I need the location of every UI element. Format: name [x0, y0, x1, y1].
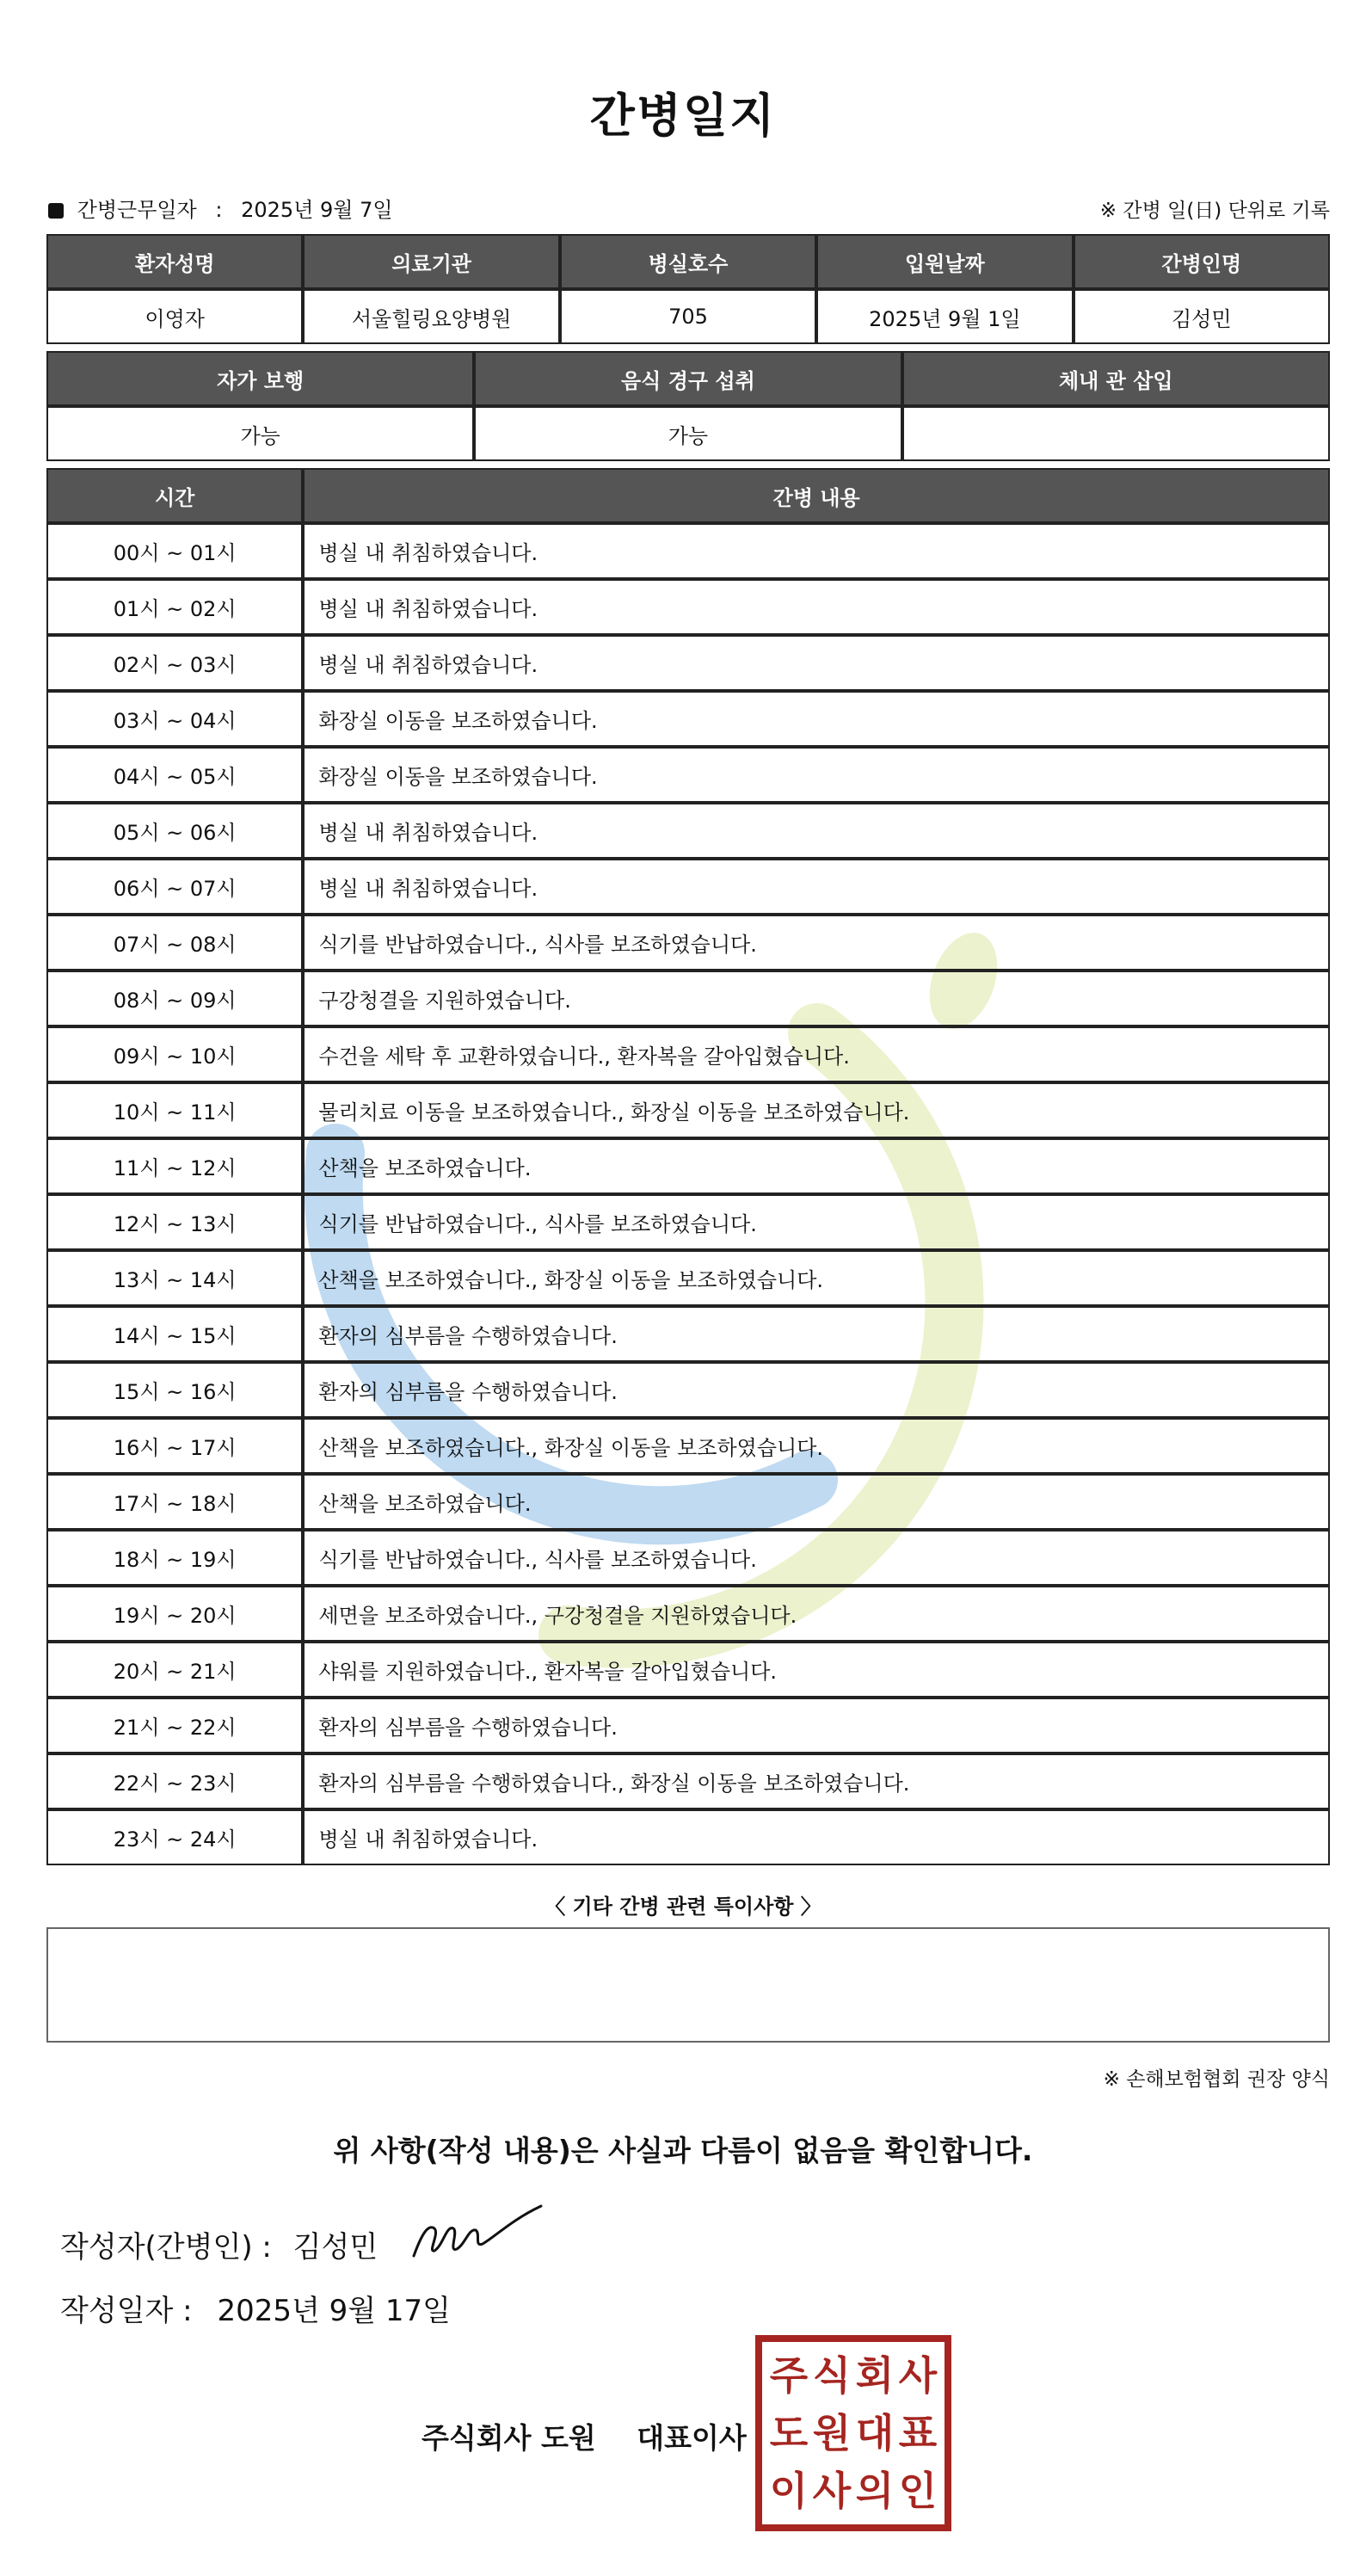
patient-info-table	[46, 234, 1330, 344]
patient-info-value-row	[46, 289, 1330, 344]
seal-char: 사	[812, 2467, 852, 2514]
care-log-row	[46, 971, 1330, 1026]
care-log-row	[46, 691, 1330, 747]
patient-status-table	[46, 351, 1330, 461]
log-content: 병실 내 취침하였습니다.	[303, 523, 1330, 579]
patient-name: 이영자	[46, 289, 303, 344]
log-time: 09시 ~ 10시	[46, 1026, 303, 1082]
care-log-row	[46, 1194, 1330, 1250]
seal-char: 식	[812, 2352, 852, 2400]
author-name: 김성민	[292, 2230, 378, 2265]
log-time: 10시 ~ 11시	[46, 1082, 303, 1138]
care-log-row	[46, 747, 1330, 803]
seal-char: 의	[855, 2467, 895, 2514]
care-log-row	[46, 1586, 1330, 1642]
care-log-row	[46, 803, 1330, 859]
unit-note: ※ 간병 일(日) 단위로 기록	[1099, 200, 1330, 222]
log-time: 07시 ~ 08시	[46, 915, 303, 971]
author-label: 작성자(간병인) :	[60, 2230, 272, 2265]
work-date-line	[48, 193, 393, 223]
care-log-row	[46, 1753, 1330, 1809]
seal-char: 회	[855, 2352, 895, 2400]
remarks-box	[46, 1927, 1330, 2043]
log-time: 14시 ~ 15시	[46, 1306, 303, 1362]
care-log-row	[46, 1138, 1330, 1194]
bullet-square-icon	[48, 203, 64, 219]
care-log-row	[46, 859, 1330, 915]
log-time: 20시 ~ 21시	[46, 1642, 303, 1698]
log-time: 22시 ~ 23시	[46, 1753, 303, 1809]
written-date-value: 2025년 9월 17일	[217, 2294, 452, 2328]
header-room-number: 병실호수	[560, 234, 816, 289]
log-time: 11시 ~ 12시	[46, 1138, 303, 1194]
log-time: 21시 ~ 22시	[46, 1698, 303, 1753]
care-log-row	[46, 1026, 1330, 1082]
work-date-label: 간병근무일자	[77, 198, 197, 222]
log-content: 화장실 이동을 보조하였습니다.	[303, 691, 1330, 747]
log-time: 04시 ~ 05시	[46, 747, 303, 803]
log-time: 18시 ~ 19시	[46, 1530, 303, 1586]
log-content: 산책을 보조하였습니다., 화장실 이동을 보조하였습니다.	[303, 1418, 1330, 1474]
header-time: 시간	[46, 468, 303, 523]
seal-char: 대	[855, 2409, 895, 2456]
care-log-row	[46, 523, 1330, 579]
company-name: 주식회사 도원	[421, 2421, 596, 2455]
log-time: 19시 ~ 20시	[46, 1586, 303, 1642]
log-content: 환자의 심부름을 수행하였습니다.	[303, 1362, 1330, 1418]
header-caregiver-name: 간병인명	[1074, 234, 1330, 289]
confirmation-statement: 위 사항(작성 내용)은 사실과 다름이 없음을 확인합니다.	[333, 2134, 1033, 2167]
header-patient-name: 환자성명	[46, 234, 303, 289]
care-log-row	[46, 1698, 1330, 1753]
log-content: 식기를 반납하였습니다., 식사를 보조하였습니다.	[303, 915, 1330, 971]
caregiver-name: 김성민	[1074, 289, 1330, 344]
author-line	[60, 2223, 378, 2265]
log-content: 세면을 보조하였습니다., 구강청결을 지원하였습니다.	[303, 1586, 1330, 1642]
handwritten-signature	[409, 2203, 546, 2265]
room-number: 705	[560, 289, 816, 344]
written-date-label: 작성일자 :	[60, 2294, 193, 2328]
log-content: 화장실 이동을 보조하였습니다.	[303, 747, 1330, 803]
log-content: 병실 내 취침하였습니다.	[303, 859, 1330, 915]
header-hospital: 의료기관	[303, 234, 559, 289]
care-log-row	[46, 1418, 1330, 1474]
log-time: 03시 ~ 04시	[46, 691, 303, 747]
log-time: 12시 ~ 13시	[46, 1194, 303, 1250]
care-log-row	[46, 1250, 1330, 1306]
document-title: 간병일지	[589, 89, 777, 143]
log-content: 식기를 반납하였습니다., 식사를 보조하였습니다.	[303, 1194, 1330, 1250]
work-date-separator: :	[215, 198, 223, 222]
log-time: 17시 ~ 18시	[46, 1474, 303, 1530]
oral-intake-value: 가능	[474, 406, 901, 461]
seal-char: 도	[769, 2409, 809, 2456]
log-time: 16시 ~ 17시	[46, 1418, 303, 1474]
log-content: 병실 내 취침하였습니다.	[303, 1809, 1330, 1865]
work-date-value: 2025년 9월 7일	[241, 198, 393, 222]
patient-status-header-row	[46, 351, 1330, 406]
care-log-body	[46, 523, 1330, 1865]
care-log-row	[46, 1530, 1330, 1586]
log-content: 환자의 심부름을 수행하였습니다., 화장실 이동을 보조하였습니다.	[303, 1753, 1330, 1809]
log-content: 샤워를 지원하였습니다., 환자복을 갈아입혔습니다.	[303, 1642, 1330, 1698]
admission-date: 2025년 9월 1일	[816, 289, 1073, 344]
seal-char: 주	[769, 2352, 809, 2400]
remarks-title: 〈 기타 간병 관련 특이사항 〉	[545, 1895, 821, 1919]
company-role: 대표이사	[637, 2421, 747, 2455]
log-content: 산책을 보조하였습니다.	[303, 1474, 1330, 1530]
log-content: 산책을 보조하였습니다., 화장실 이동을 보조하였습니다.	[303, 1250, 1330, 1306]
seal-char: 원	[812, 2409, 852, 2456]
header-oral-intake: 음식 경구 섭취	[474, 351, 901, 406]
care-log-row	[46, 915, 1330, 971]
log-content: 식기를 반납하였습니다., 식사를 보조하였습니다.	[303, 1530, 1330, 1586]
care-log-row	[46, 579, 1330, 635]
care-log-row	[46, 1642, 1330, 1698]
care-log-row	[46, 1809, 1330, 1865]
care-log-header-row	[46, 468, 1330, 523]
log-content: 병실 내 취침하였습니다.	[303, 635, 1330, 691]
log-time: 08시 ~ 09시	[46, 971, 303, 1026]
log-content: 병실 내 취침하였습니다.	[303, 579, 1330, 635]
header-admission-date: 입원날짜	[816, 234, 1073, 289]
company-seal-stamp	[755, 2335, 951, 2531]
care-log-row	[46, 1362, 1330, 1418]
log-content: 병실 내 취침하였습니다.	[303, 803, 1330, 859]
log-content: 수건을 세탁 후 교환하였습니다., 환자복을 갈아입혔습니다.	[303, 1026, 1330, 1082]
log-time: 23시 ~ 24시	[46, 1809, 303, 1865]
seal-char: 이	[769, 2467, 809, 2514]
log-time: 15시 ~ 16시	[46, 1362, 303, 1418]
header-tube-insertion: 체내 관 삽입	[902, 351, 1330, 406]
log-content: 환자의 심부름을 수행하였습니다.	[303, 1698, 1330, 1753]
log-content: 구강청결을 지원하였습니다.	[303, 971, 1330, 1026]
header-self-walking: 자가 보행	[46, 351, 474, 406]
log-content: 환자의 심부름을 수행하였습니다.	[303, 1306, 1330, 1362]
header-care-content: 간병 내용	[303, 468, 1330, 523]
log-time: 05시 ~ 06시	[46, 803, 303, 859]
log-time: 02시 ~ 03시	[46, 635, 303, 691]
care-log-row	[46, 1474, 1330, 1530]
log-time: 06시 ~ 07시	[46, 859, 303, 915]
recommend-note: ※ 손해보험협회 권장 양식	[1103, 2068, 1330, 2091]
written-date-line	[60, 2287, 451, 2329]
hospital-name: 서울힐링요양병원	[303, 289, 559, 344]
seal-char: 사	[898, 2352, 938, 2400]
care-log-table	[46, 468, 1330, 1865]
care-log-row	[46, 1082, 1330, 1138]
self-walking-value: 가능	[46, 406, 474, 461]
log-content: 산책을 보조하였습니다.	[303, 1138, 1330, 1194]
log-time: 00시 ~ 01시	[46, 523, 303, 579]
seal-char: 인	[898, 2467, 938, 2514]
seal-char: 표	[898, 2409, 938, 2456]
seal-characters	[767, 2347, 939, 2519]
care-log-row	[46, 635, 1330, 691]
tube-insertion-value	[902, 406, 1330, 461]
patient-status-value-row	[46, 406, 1330, 461]
care-log-row	[46, 1306, 1330, 1362]
log-time: 13시 ~ 14시	[46, 1250, 303, 1306]
company-line	[421, 2416, 747, 2456]
log-content: 물리치료 이동을 보조하였습니다., 화장실 이동을 보조하였습니다.	[303, 1082, 1330, 1138]
patient-info-header-row	[46, 234, 1330, 289]
log-time: 01시 ~ 02시	[46, 579, 303, 635]
